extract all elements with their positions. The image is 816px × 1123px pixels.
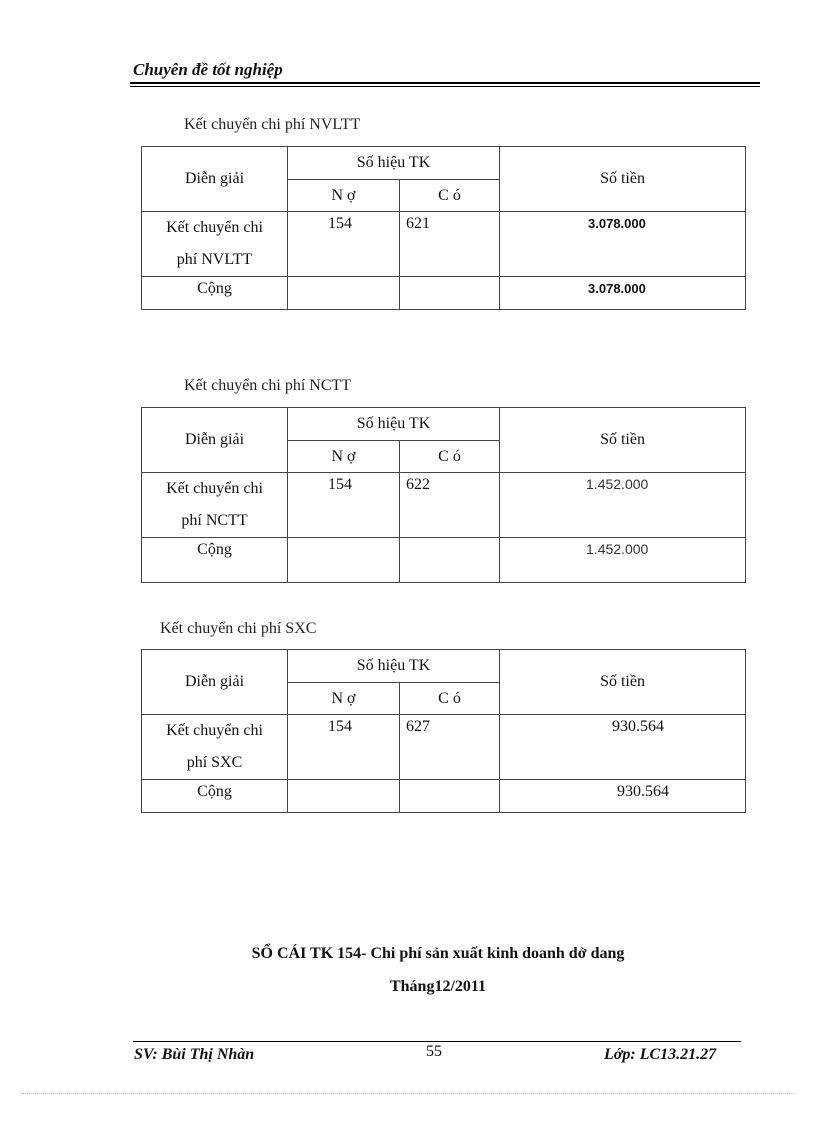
footer-divider xyxy=(133,1041,741,1042)
col-header-debit: N ợ xyxy=(288,180,400,212)
col-header-credit: C ó xyxy=(400,180,500,212)
row-description xyxy=(142,473,288,538)
row-description-line1: Kết chuyển chi xyxy=(166,219,263,236)
total-label: Cộng xyxy=(142,538,288,583)
total-debit-empty xyxy=(288,538,400,583)
col-header-description: Diễn giải xyxy=(142,650,288,715)
col-header-debit: N ợ xyxy=(288,683,400,715)
ledger-month: Tháng12/2011 xyxy=(389,978,487,995)
section-title-nctt: Kết chuyển chi phí NCTT xyxy=(184,377,352,394)
total-debit-empty xyxy=(288,277,400,310)
total-credit-empty xyxy=(400,277,500,310)
table-row xyxy=(142,715,746,780)
table-row xyxy=(142,473,746,538)
table-nctt xyxy=(141,407,746,583)
col-header-account: Số hiệu TK xyxy=(288,147,500,180)
total-amount: 3.078.000 xyxy=(500,277,746,310)
footer-page-number: 55 xyxy=(426,1043,442,1060)
row-credit-account: 622 xyxy=(400,473,500,538)
row-description-line1: Kết chuyển chi xyxy=(166,722,263,739)
row-credit-account: 627 xyxy=(400,715,500,780)
row-credit-account: 621 xyxy=(400,212,500,277)
row-amount: 1.452.000 xyxy=(500,473,746,538)
total-label: Cộng xyxy=(142,277,288,310)
total-row xyxy=(142,538,746,583)
row-description-line1: Kết chuyển chi xyxy=(166,480,263,497)
footer-class-code: Lớp: LC13.21.27 xyxy=(604,1046,717,1063)
section-title-sxc: Kết chuyển chi phí SXC xyxy=(160,620,317,637)
col-header-debit: N ợ xyxy=(288,441,400,473)
section-title-nvltt: Kết chuyển chi phí NVLTT xyxy=(184,116,361,133)
row-description xyxy=(142,212,288,277)
col-header-amount: Số tiền xyxy=(500,408,746,473)
col-header-amount: Số tiền xyxy=(500,650,746,715)
total-amount: 1.452.000 xyxy=(500,538,746,583)
total-row xyxy=(142,277,746,310)
row-amount: 930.564 xyxy=(500,715,746,780)
table-sxc xyxy=(141,649,746,813)
footer-student-name: SV: Bùi Thị Nhàn xyxy=(134,1046,255,1063)
total-debit-empty xyxy=(288,780,400,813)
col-header-description: Diễn giải xyxy=(142,147,288,212)
col-header-credit: C ó xyxy=(400,683,500,715)
row-description-line2: phí NVLTT xyxy=(176,251,253,268)
total-credit-empty xyxy=(400,780,500,813)
header-divider-thin xyxy=(130,86,760,87)
col-header-amount: Số tiền xyxy=(500,147,746,212)
row-description-line2: phí NCTT xyxy=(181,512,248,529)
row-debit-account: 154 xyxy=(288,212,400,277)
total-label: Cộng xyxy=(142,780,288,813)
table-row xyxy=(142,212,746,277)
row-debit-account: 154 xyxy=(288,473,400,538)
ledger-title: SỔ CÁI TK 154- Chi phí sản xuất kinh doanh dở dang xyxy=(251,945,625,962)
total-row xyxy=(142,780,746,813)
row-amount: 3.078.000 xyxy=(500,212,746,277)
page-bottom-dotted-line xyxy=(22,1093,794,1094)
col-header-account: Số hiệu TK xyxy=(288,408,500,441)
document-header-title: Chuyên đề tốt nghiệp xyxy=(133,60,283,79)
row-description-line2: phí SXC xyxy=(186,754,243,771)
row-description xyxy=(142,715,288,780)
header-divider xyxy=(130,82,760,84)
col-header-credit: C ó xyxy=(400,441,500,473)
row-debit-account: 154 xyxy=(288,715,400,780)
total-credit-empty xyxy=(400,538,500,583)
col-header-description: Diễn giải xyxy=(142,408,288,473)
col-header-account: Số hiệu TK xyxy=(288,650,500,683)
table-nvltt xyxy=(141,146,746,310)
total-amount: 930.564 xyxy=(500,780,746,813)
